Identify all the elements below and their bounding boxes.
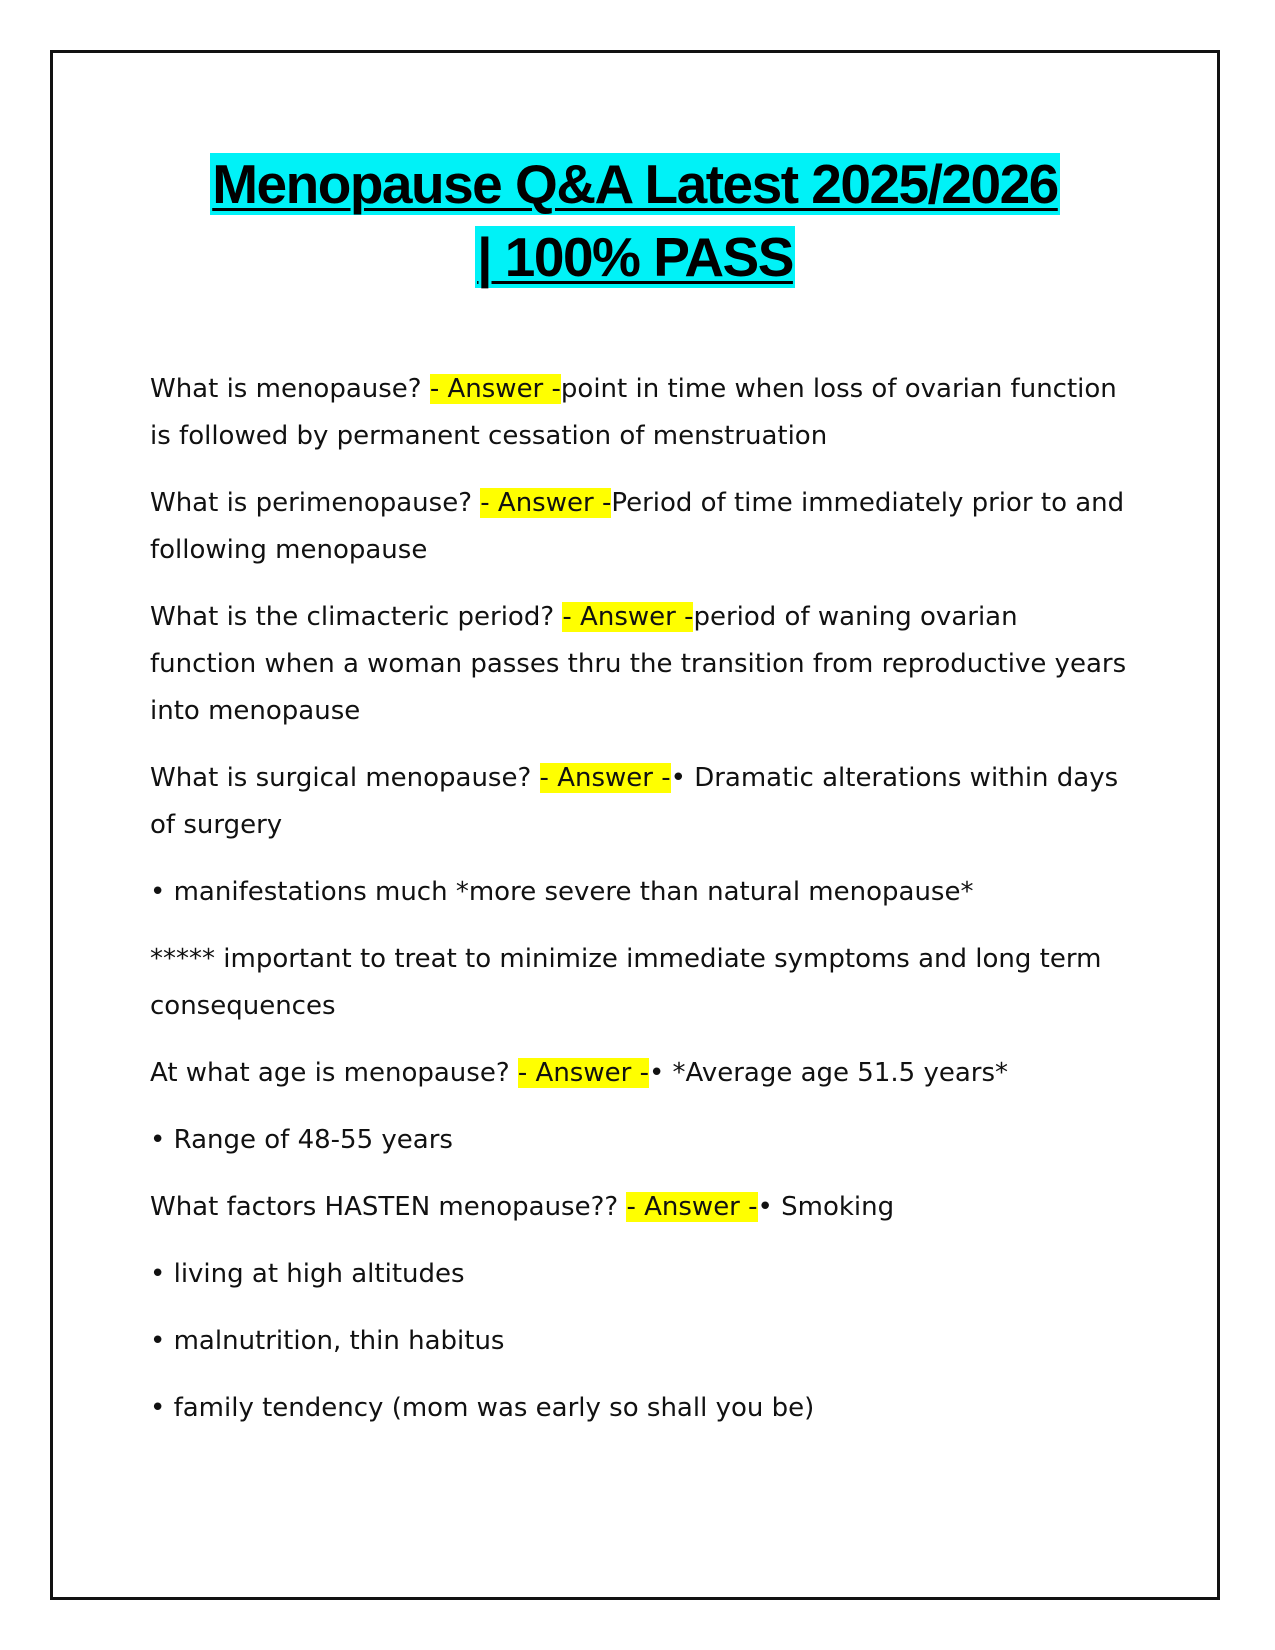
answer-marker: - Answer - <box>539 763 671 793</box>
answer-text: • Dramatic alterations within days of surgery <box>150 763 1119 840</box>
answer-text: • *Average age 51.5 years* <box>648 1058 1008 1088</box>
question-text: At what age is menopause? <box>150 1058 518 1088</box>
qa-item-hasten <box>150 1184 1130 1231</box>
answer-marker: - Answer - <box>626 1192 758 1222</box>
bullet-line: • manifestations much *more severe than natural menopause* <box>150 877 974 907</box>
question-text: What is menopause? <box>150 374 430 404</box>
question-text: What is surgical menopause? <box>150 763 540 793</box>
qa-item-perimenopause <box>150 480 1130 574</box>
question-text: What is the climacteric period? <box>150 602 563 632</box>
title-line-2: | 100% PASS <box>477 226 793 288</box>
answer-marker: - Answer - <box>517 1058 649 1088</box>
document-title <box>130 148 1140 294</box>
note-line: ***** important to treat to minimize immediate symptoms and long term consequences <box>150 944 1102 1021</box>
answer-text: period of waning ovarian function when a woman passes thru the transition from reproductive years into menopause <box>150 602 1127 726</box>
answer-marker: - Answer - <box>562 602 694 632</box>
qa-content <box>150 366 1130 1452</box>
title-line-1: Menopause Q&A Latest 2025/2026 <box>212 153 1058 215</box>
bullet-line: • living at high altitudes <box>150 1259 465 1289</box>
bullet-line: • Range of 48-55 years <box>150 1125 453 1155</box>
question-text: What factors HASTEN menopause?? <box>150 1192 627 1222</box>
qa-item-climacteric <box>150 594 1130 735</box>
bullet-line: • malnutrition, thin habitus <box>150 1326 505 1356</box>
qa-item-menopause <box>150 366 1130 460</box>
bullet-line: • family tendency (mom was early so shall you be) <box>150 1393 815 1423</box>
answer-marker: - Answer - <box>429 374 561 404</box>
answer-marker: - Answer - <box>480 488 612 518</box>
answer-text: • Smoking <box>757 1192 895 1222</box>
qa-item-age <box>150 1050 1130 1097</box>
answer-text: Period of time immediately prior to and following menopause <box>150 488 1125 565</box>
question-text: What is perimenopause? <box>150 488 481 518</box>
qa-item-surgical <box>150 755 1130 849</box>
answer-text: point in time when loss of ovarian function is followed by permanent cessation of menstruation <box>150 374 1117 451</box>
